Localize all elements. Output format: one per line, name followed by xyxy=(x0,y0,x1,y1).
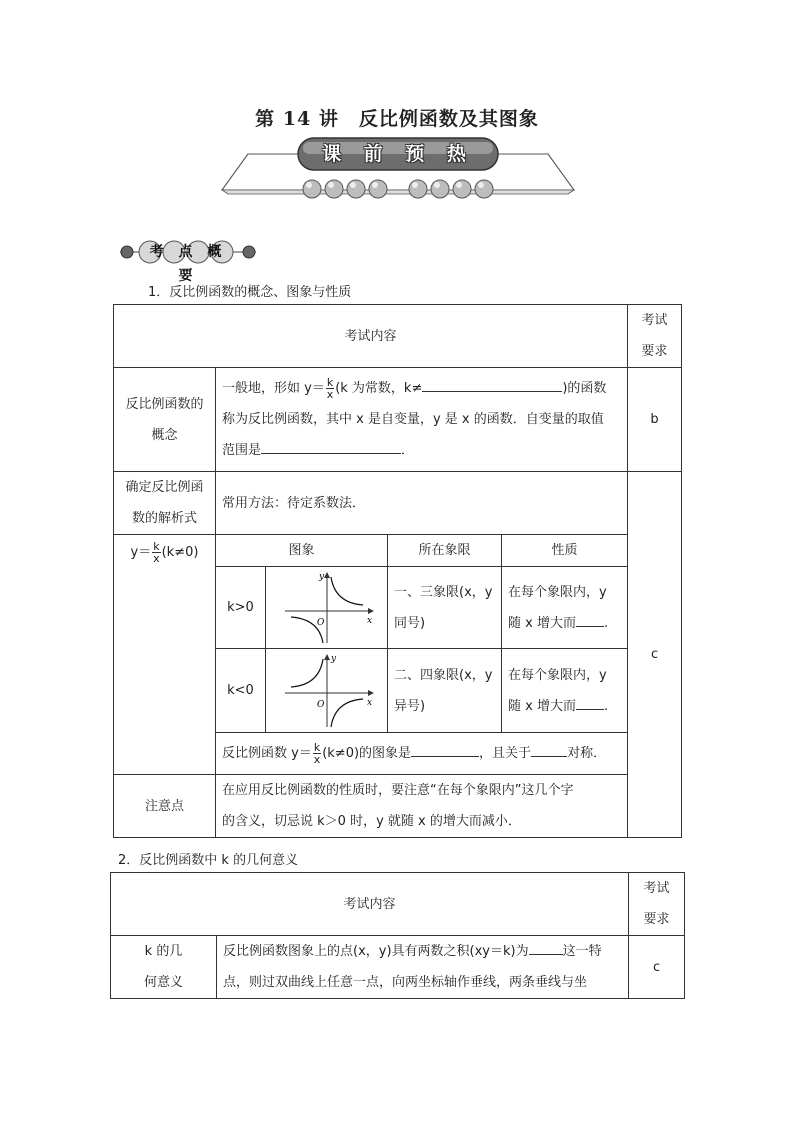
col-property: 性质 xyxy=(502,535,628,567)
table-2 xyxy=(110,872,685,999)
answer-blank[interactable] xyxy=(411,742,479,757)
row-concept xyxy=(114,368,682,472)
k-negative-graph-cell xyxy=(266,649,388,733)
y-axis-label: y xyxy=(330,653,336,664)
row-geometric xyxy=(111,936,685,999)
k-positive-quadrant: 一、三象限(x，y 同号) xyxy=(388,567,502,649)
answer-blank[interactable] xyxy=(529,940,563,955)
x-axis-label: x xyxy=(366,615,372,626)
answer-blank[interactable] xyxy=(422,377,562,392)
expression-label: 确定反比例函 数的解析式 xyxy=(114,472,216,535)
concept-text: 一般地，形如 y＝ $\frac{k}{x}$ (k 为常数，k≠ )的函数 称为反比例函数，其中 x 是自变量，y 是 x 的函数．自变量的取值 范围是 ． xyxy=(216,368,628,472)
fraction: $\frac{k}{x}$ xyxy=(153,540,160,565)
geometric-text: 反比例函数图象上的点(x，y)具有两数之积(xy＝k)为 这一特 点，则过双曲线上任意一点，向两坐标轴作垂线，两条垂线与坐 xyxy=(217,936,629,999)
header-content: 考试内容 xyxy=(111,873,629,936)
k-positive-graph-cell xyxy=(266,567,388,649)
concept-label: 反比例函数的 概念 xyxy=(114,368,216,472)
k-negative-quadrant: 二、四象限(x，y 异号) xyxy=(388,649,502,733)
geometric-requirement: c xyxy=(629,936,685,999)
graph-requirement: c xyxy=(628,472,682,838)
origin-label: O xyxy=(316,699,324,710)
k-negative-property: 在每个象限内，y 随 x 增大而 . xyxy=(502,649,628,733)
k-positive-label: k>0 xyxy=(216,567,266,649)
origin-label: O xyxy=(316,617,324,628)
answer-blank[interactable] xyxy=(576,695,604,710)
fraction: $\frac{k}{x}$ xyxy=(326,376,334,401)
row-expression xyxy=(114,472,682,535)
answer-blank[interactable] xyxy=(531,742,567,757)
answer-blank[interactable] xyxy=(261,439,401,454)
header-requirement: 考试 要求 xyxy=(628,305,682,368)
note-text: 在应用反比例函数的性质时，要注意“在每个象限内”这几个字 的含义，切忌说 k＞0 时，y 就随 x 的增大而减小． xyxy=(216,775,628,838)
x-axis-label: x xyxy=(366,697,372,708)
heading-1: 1．反比例函数的概念、图象与性质 xyxy=(148,285,352,300)
y-axis-label: y xyxy=(318,571,324,582)
table-1-header xyxy=(114,305,682,368)
row-graph-header xyxy=(114,535,682,567)
hyperbola-positive-graph xyxy=(267,569,387,647)
k-negative-label: k<0 xyxy=(216,649,266,733)
row-note xyxy=(114,775,682,838)
answer-blank[interactable] xyxy=(576,612,604,627)
col-quadrant: 所在象限 xyxy=(388,535,502,567)
header-content: 考试内容 xyxy=(114,305,628,368)
section-tag-label: 考 点 概 要 xyxy=(149,244,227,284)
lesson-title: 第 14 讲 反比例函数及其图象 xyxy=(255,108,539,130)
header-requirement: 考试 要求 xyxy=(629,873,685,936)
concept-requirement: b xyxy=(628,368,682,472)
col-graph: 图象 xyxy=(216,535,388,567)
graph-summary: 反比例函数 y＝ $\frac{k}{x}$ (k≠0)的图象是 ，且关于 对称． xyxy=(216,733,628,775)
k-positive-property: 在每个象限内，y 随 x 增大而 . xyxy=(502,567,628,649)
banner-label: 课 前 预 热 xyxy=(322,143,474,165)
table-2-header xyxy=(111,873,685,936)
geometric-label: k 的几 何意义 xyxy=(111,936,217,999)
fraction: $\frac{k}{x}$ xyxy=(313,741,321,766)
hyperbola-negative-graph xyxy=(267,651,387,731)
heading-2: 2．反比例函数中 k 的几何意义 xyxy=(118,853,299,868)
table-1 xyxy=(113,304,682,838)
note-label: 注意点 xyxy=(114,775,216,838)
expression-text: 常用方法：待定系数法． xyxy=(216,472,628,535)
graph-label: y＝ $\frac{k}{x}$ (k≠0) xyxy=(114,535,216,775)
